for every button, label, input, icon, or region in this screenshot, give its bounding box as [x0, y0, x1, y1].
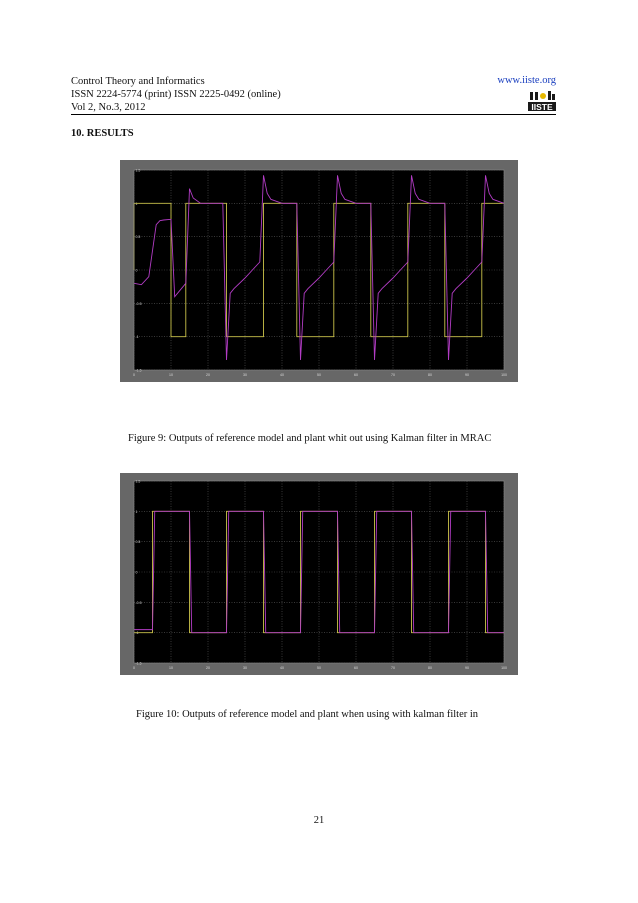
- figure-9-chart: [120, 160, 518, 382]
- figure-9-plot: [120, 160, 518, 382]
- x-tick-label: 40: [280, 373, 284, 377]
- y-tick-label: -1.5: [135, 661, 142, 666]
- x-tick-label: 50: [317, 373, 321, 377]
- x-tick-label: 40: [280, 666, 284, 670]
- y-tick-label: 0: [135, 268, 138, 273]
- x-tick-label: 30: [243, 666, 247, 670]
- y-tick-label: 0.5: [135, 540, 141, 545]
- y-tick-label: 1.5: [135, 168, 141, 173]
- figure-10-chart: [120, 473, 518, 675]
- x-tick-label: 80: [428, 373, 432, 377]
- section-heading: 10. RESULTS: [71, 128, 134, 139]
- svg-text:IISTE: IISTE: [531, 102, 553, 111]
- y-tick-label: 1: [135, 201, 138, 206]
- y-tick-label: -1: [135, 631, 139, 636]
- x-tick-label: 10: [169, 373, 173, 377]
- y-tick-label: -1.5: [135, 368, 142, 373]
- x-tick-label: 0: [133, 373, 135, 377]
- x-tick-label: 30: [243, 373, 247, 377]
- x-tick-label: 70: [391, 666, 395, 670]
- x-tick-label: 0: [133, 666, 135, 670]
- x-tick-label: 20: [206, 373, 210, 377]
- y-tick-label: 0: [135, 570, 138, 575]
- x-tick-label: 100: [501, 373, 507, 377]
- x-tick-label: 60: [354, 666, 358, 670]
- issn-line: ISSN 2224-5774 (print) ISSN 2225-0492 (online): [71, 89, 281, 100]
- y-tick-label: 0.5: [135, 235, 141, 240]
- y-tick-label: -0.5: [135, 301, 142, 306]
- y-tick-label: 1: [135, 509, 138, 514]
- x-tick-label: 20: [206, 666, 210, 670]
- journal-website-link[interactable]: www.iiste.org: [497, 75, 556, 86]
- figure-9-caption: Figure 9: Outputs of reference model and plant whit out using Kalman filter in MRAC: [128, 433, 492, 444]
- iiste-logo: [528, 89, 556, 111]
- x-tick-label: 70: [391, 373, 395, 377]
- journal-title: Control Theory and Informatics: [71, 76, 205, 87]
- x-tick-label: 60: [354, 373, 358, 377]
- x-tick-label: 90: [465, 373, 469, 377]
- figure-10-caption: Figure 10: Outputs of reference model and plant when using with kalman filter in: [136, 709, 479, 720]
- y-tick-label: 1.5: [135, 479, 141, 484]
- figure-10-plot: [120, 473, 518, 675]
- header-divider: [71, 114, 556, 115]
- x-tick-label: 10: [169, 666, 173, 670]
- y-tick-label: -0.5: [135, 600, 142, 605]
- x-tick-label: 100: [501, 666, 507, 670]
- x-tick-label: 90: [465, 666, 469, 670]
- page-number: 21: [313, 815, 325, 826]
- y-tick-label: -1: [135, 335, 139, 340]
- volume-line: Vol 2, No.3, 2012: [71, 102, 146, 113]
- x-tick-label: 80: [428, 666, 432, 670]
- journal-header: [71, 75, 281, 114]
- x-tick-label: 50: [317, 666, 321, 670]
